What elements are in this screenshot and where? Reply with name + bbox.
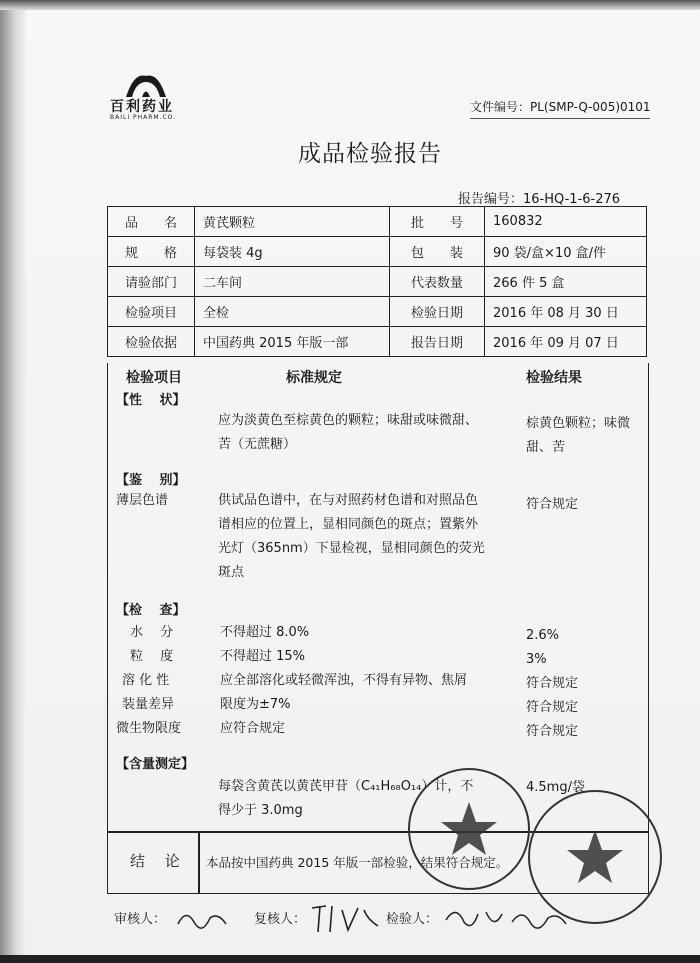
scan-edge-top — [0, 0, 700, 10]
traits-standard-line1: 应为淡黄色至棕黄色的颗粒；味甜或味微甜、 — [218, 413, 479, 428]
inspector-label: 检验人： — [386, 912, 439, 927]
tlc-standard-line2: 谱相应的位置上，显相同颜色的斑点；置紫外 — [218, 517, 479, 532]
company-seal-left — [408, 768, 530, 890]
reviewer-signature — [174, 904, 234, 934]
file-number: 文件编号：PL(SMP-Q-005)0101 — [470, 100, 651, 114]
name-value: 黄芪颗粒 — [195, 207, 390, 237]
assay-standard-line1: 每袋含黄芪以黄芪甲苷（C₄₁H₆₈O₁₄）计，不 — [218, 779, 474, 794]
company-name-en: BAILI PHARM.CO. — [110, 114, 177, 121]
section-identification: 【鉴 别】 — [116, 473, 186, 488]
assay-result: 4.5mg/袋 — [526, 780, 585, 795]
check-item-name: 溶 化 性 — [122, 673, 170, 688]
pack-label: 包 装 — [390, 237, 485, 267]
check-item-name: 装量差异 — [122, 697, 175, 712]
report-date-value: 2016 年 09 月 07 日 — [485, 327, 647, 357]
reviewer-label: 审核人： — [114, 912, 167, 927]
check-item-result: 符合规定 — [526, 676, 579, 691]
conclusion-column-divider — [198, 832, 200, 893]
check-item-standard: 不得超过 15% — [220, 649, 306, 664]
traits-result-line2: 甜、苦 — [526, 440, 566, 455]
section-check: 【检 查】 — [116, 603, 186, 618]
date-value: 2016 年 08 月 30 日 — [485, 297, 647, 327]
report-date-label: 报告日期 — [390, 327, 485, 357]
check-item-result: 2.6% — [526, 628, 560, 643]
basis-label: 检验依据 — [108, 327, 195, 357]
dept-value: 二车间 — [195, 267, 390, 297]
check-item-name: 粒 度 — [130, 649, 174, 664]
batch-label: 批 号 — [390, 207, 485, 237]
pack-value: 90 袋/盒×10 盒/件 — [485, 237, 647, 267]
batch-value: 160832 — [485, 207, 647, 237]
tlc-label: 薄层色谱 — [116, 493, 169, 508]
check-item-result: 符合规定 — [526, 700, 579, 715]
check-item-result: 3% — [526, 652, 547, 667]
check-item-standard: 不得超过 8.0% — [220, 625, 310, 640]
star-icon — [410, 770, 528, 888]
tlc-standard-line4: 斑点 — [218, 565, 245, 580]
check-item-standard: 应符合规定 — [220, 721, 286, 736]
spec-value: 每袋装 4g — [195, 237, 390, 267]
tlc-standard-line1: 供试品色谱中，在与对照药材色谱和对照品色 — [218, 493, 479, 508]
assay-standard-line2: 得少于 3.0mg — [218, 803, 303, 818]
table-row — [108, 237, 647, 267]
conclusion-text: 本品按中国药典 2015 年版一部检验，结果符合规定。 — [206, 855, 509, 870]
item-label: 检验项目 — [108, 297, 195, 327]
name-label: 品 名 — [108, 207, 195, 237]
date-label: 检验日期 — [390, 297, 485, 327]
info-table — [107, 206, 647, 357]
table-row — [108, 297, 647, 327]
scan-edge-bottom — [0, 955, 700, 963]
table-row — [108, 327, 647, 357]
check-item-name: 水 分 — [130, 625, 174, 640]
tlc-standard-line3: 光灯（365nm）下显检视，显相同颜色的荧光 — [218, 541, 485, 556]
tlc-result: 符合规定 — [526, 497, 579, 512]
basis-value: 中国药典 2015 年版一部 — [195, 327, 390, 357]
item-value: 全检 — [195, 297, 390, 327]
header-rule — [470, 118, 650, 119]
section-assay: 【含量测定】 — [116, 757, 195, 772]
rechecker-label: 复核人： — [254, 912, 307, 927]
check-item-standard: 限度为±7% — [220, 697, 291, 712]
check-item-name: 微生物限度 — [116, 721, 182, 736]
report-number: 报告编号：16-HQ-1-6-276 — [458, 192, 621, 207]
conclusion-label: 结 论 — [130, 852, 180, 870]
logo-mark-icon — [122, 70, 170, 98]
column-header-standard: 标准规定 — [286, 370, 342, 386]
spec-label: 规 格 — [108, 237, 195, 267]
traits-result-line1: 棕黄色颗粒；味微 — [526, 416, 631, 431]
column-header-result: 检验结果 — [526, 370, 582, 386]
check-item-result: 符合规定 — [526, 724, 579, 739]
page-title: 成品检验报告 — [298, 141, 442, 167]
section-traits: 【性 状】 — [116, 393, 186, 408]
qty-label: 代表数量 — [390, 267, 485, 297]
company-name-cn: 百利药业 — [110, 99, 174, 115]
table-row — [108, 207, 647, 237]
rechecker-signature — [308, 900, 388, 936]
signature-row — [108, 904, 628, 934]
table-row — [108, 267, 647, 297]
traits-standard-line2: 苦（无蔗糖） — [218, 437, 297, 452]
inspector-signature — [442, 902, 572, 936]
company-logo — [110, 70, 200, 130]
qty-value: 266 件 5 盒 — [485, 267, 647, 297]
dept-label: 请验部门 — [108, 267, 195, 297]
column-header-item: 检验项目 — [126, 370, 182, 386]
check-item-standard: 应全部溶化或轻微浑浊，不得有异物、焦屑 — [220, 673, 468, 688]
